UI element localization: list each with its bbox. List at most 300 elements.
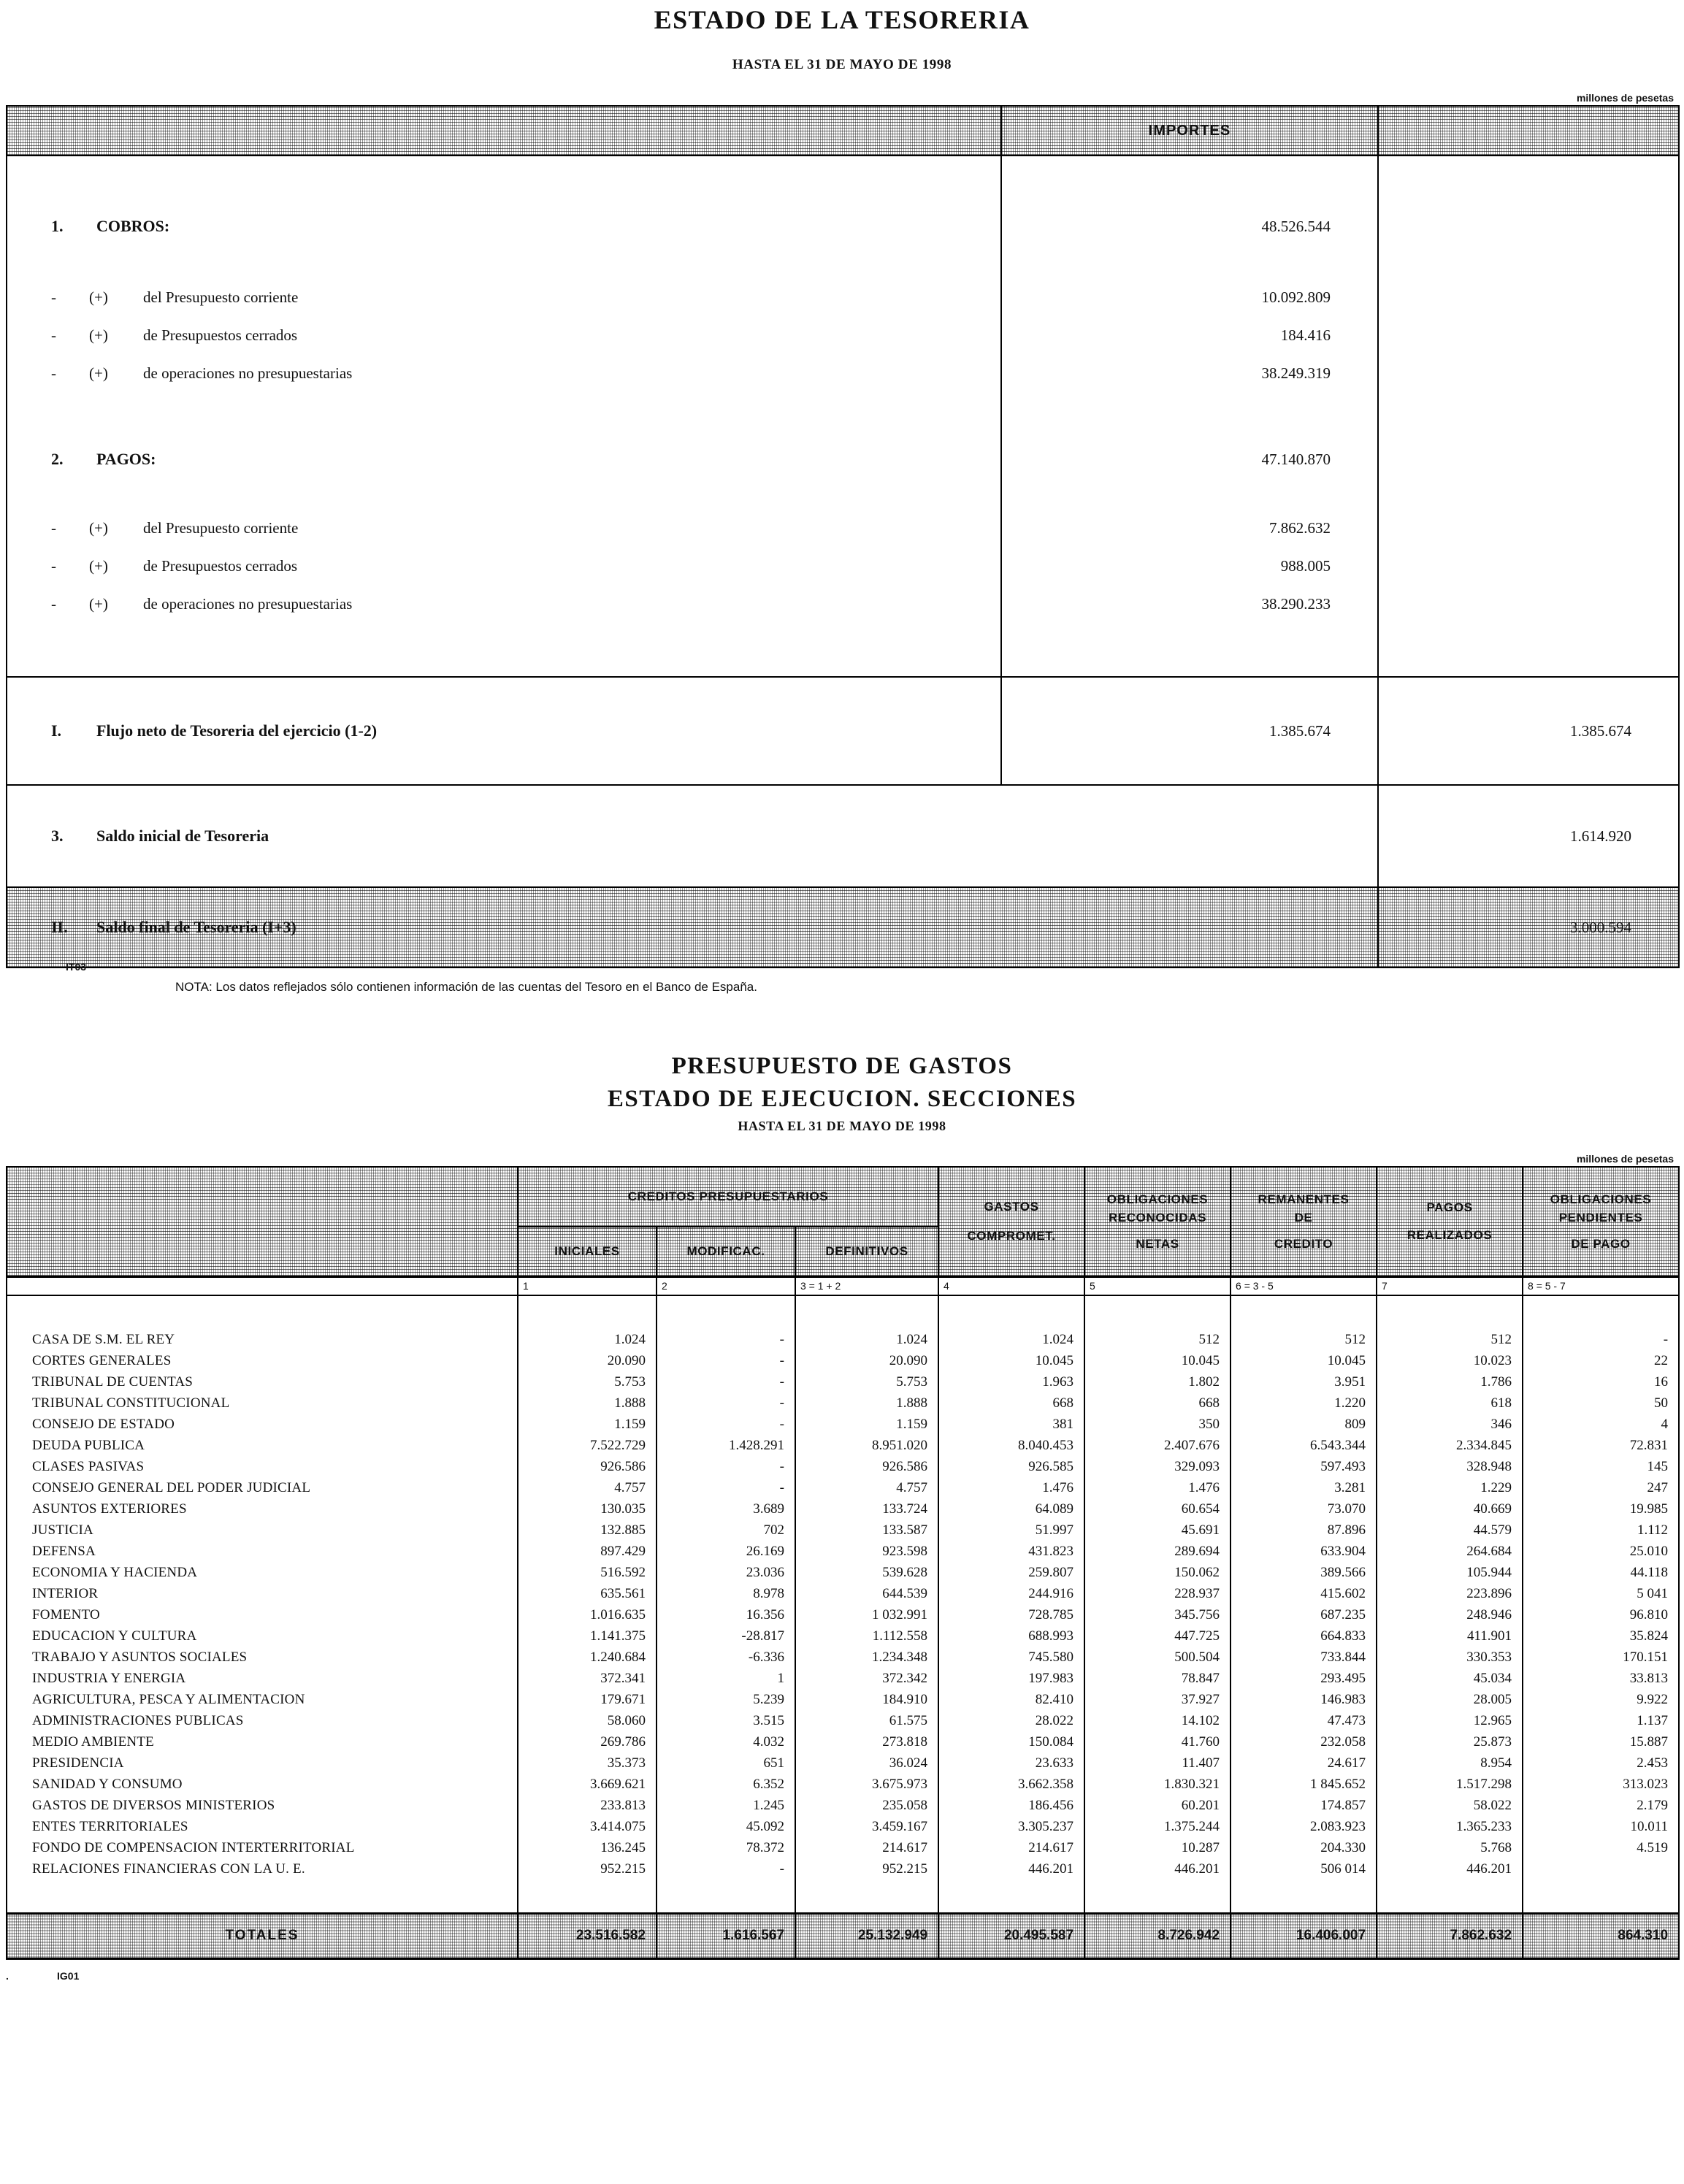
spacer-cell xyxy=(1377,1295,1523,1329)
expenses-colnumber-row xyxy=(7,1276,1679,1295)
colnum-6: 6 = 3 - 5 xyxy=(1231,1276,1377,1295)
expenses-header-sections xyxy=(7,1167,518,1276)
cell-col-8: 1.112 xyxy=(1523,1520,1679,1541)
cell-col-4: 82.410 xyxy=(938,1689,1084,1710)
cell-col-3: 184.910 xyxy=(795,1689,938,1710)
cell-col-3: 20.090 xyxy=(795,1350,938,1371)
cell-col-6: 389.566 xyxy=(1231,1562,1377,1583)
hdr-rem-l2: DE xyxy=(1294,1211,1313,1225)
spacer-cell xyxy=(518,1880,657,1913)
cell-col-5: 60.201 xyxy=(1084,1795,1231,1816)
cell-col-4: 1.476 xyxy=(938,1477,1084,1498)
pagos-item-1-bullet: - xyxy=(51,556,56,575)
cell-col-5: 345.756 xyxy=(1084,1604,1231,1625)
cell-col-3: 952.215 xyxy=(795,1858,938,1880)
cell-col-7: 58.022 xyxy=(1377,1795,1523,1816)
cell-col-7: 8.954 xyxy=(1377,1752,1523,1774)
cell-col-4: 8.040.453 xyxy=(938,1435,1084,1456)
cell-col-7: 330.353 xyxy=(1377,1647,1523,1668)
cell-col-7: 1.786 xyxy=(1377,1371,1523,1392)
expenses-units-label: millones de pesetas xyxy=(1576,1153,1674,1165)
totals-1: 23.516.582 xyxy=(518,1913,657,1958)
pagos-item-0-bullet: - xyxy=(51,518,56,537)
cell-col-2: - xyxy=(657,1371,795,1392)
cell-col-1: 3.414.075 xyxy=(518,1816,657,1837)
cell-col-2: 26.169 xyxy=(657,1541,795,1562)
treasury-saldo-inicial-row xyxy=(7,785,1679,887)
cell-col-5: 350 xyxy=(1084,1414,1231,1435)
cell-col-3: 3.459.167 xyxy=(795,1816,938,1837)
table-row xyxy=(7,1350,1679,1371)
cell-col-5: 10.287 xyxy=(1084,1837,1231,1858)
saldo-final-index: II. xyxy=(51,918,68,936)
section-name: PRESIDENCIA xyxy=(7,1752,518,1774)
table-row xyxy=(7,1689,1679,1710)
cell-col-5: 329.093 xyxy=(1084,1456,1231,1477)
cell-col-7: 2.334.845 xyxy=(1377,1435,1523,1456)
cell-col-1: 635.561 xyxy=(518,1583,657,1604)
cell-col-1: 233.813 xyxy=(518,1795,657,1816)
cell-col-7: 1.517.298 xyxy=(1377,1774,1523,1795)
table-row xyxy=(7,1392,1679,1414)
cell-col-2: 16.356 xyxy=(657,1604,795,1625)
spacer-cell xyxy=(1231,1880,1377,1913)
cell-col-7: 264.684 xyxy=(1377,1541,1523,1562)
pagos-item-2-bullet: - xyxy=(51,594,56,613)
table-row xyxy=(7,1604,1679,1625)
colnum-3: 3 = 1 + 2 xyxy=(795,1276,938,1295)
cell-col-5: 11.407 xyxy=(1084,1752,1231,1774)
expenses-header-remanentes-credito xyxy=(1231,1167,1377,1276)
cell-col-8: 72.831 xyxy=(1523,1435,1679,1456)
hdr-rem-l3: CREDITO xyxy=(1274,1236,1333,1251)
spacer-cell xyxy=(7,1880,518,1913)
table-row xyxy=(7,1710,1679,1731)
expenses-header-modificac: MODIFICAC. xyxy=(657,1227,795,1276)
cell-col-6: 87.896 xyxy=(1231,1520,1377,1541)
cobros-item-2-bullet: - xyxy=(51,364,56,382)
cell-col-5: 10.045 xyxy=(1084,1350,1231,1371)
section-name: ASUNTOS EXTERIORES xyxy=(7,1498,518,1520)
spacer-cell xyxy=(1231,1295,1377,1329)
flujo-value-mid: 1.385.674 xyxy=(1001,677,1378,785)
cell-col-5: 512 xyxy=(1084,1329,1231,1350)
spacer-cell xyxy=(795,1295,938,1329)
cell-col-7: 223.896 xyxy=(1377,1583,1523,1604)
cell-col-1: 132.885 xyxy=(518,1520,657,1541)
cell-col-8: 16 xyxy=(1523,1371,1679,1392)
expenses-footer-code-text: IG01 xyxy=(57,1969,80,1982)
cell-col-4: 1.963 xyxy=(938,1371,1084,1392)
pagos-item-row xyxy=(7,509,1679,547)
cell-col-6: 3.951 xyxy=(1231,1371,1377,1392)
cell-col-8: 247 xyxy=(1523,1477,1679,1498)
cell-col-2: 45.092 xyxy=(657,1816,795,1837)
cell-col-8: 9.922 xyxy=(1523,1689,1679,1710)
cell-col-4: 186.456 xyxy=(938,1795,1084,1816)
section-name: RELACIONES FINANCIERAS CON LA U. E. xyxy=(7,1858,518,1880)
cell-col-5: 289.694 xyxy=(1084,1541,1231,1562)
cell-col-2: - xyxy=(657,1350,795,1371)
cell-col-8: 2.453 xyxy=(1523,1752,1679,1774)
cell-col-7: 328.948 xyxy=(1377,1456,1523,1477)
cell-col-5: 37.927 xyxy=(1084,1689,1231,1710)
cell-col-6: 293.495 xyxy=(1231,1668,1377,1689)
table-row xyxy=(7,1520,1679,1541)
cell-col-2: - xyxy=(657,1392,795,1414)
section-name: CONSEJO GENERAL DEL PODER JUDICIAL xyxy=(7,1477,518,1498)
table-row xyxy=(7,1625,1679,1647)
cell-col-3: 214.617 xyxy=(795,1837,938,1858)
pagos-item-1-label: de Presupuestos cerrados xyxy=(143,556,298,575)
cell-col-4: 728.785 xyxy=(938,1604,1084,1625)
cell-col-8: 2.179 xyxy=(1523,1795,1679,1816)
cell-col-6: 174.857 xyxy=(1231,1795,1377,1816)
cell-col-1: 952.215 xyxy=(518,1858,657,1880)
footer-dot-marker: . xyxy=(6,1969,9,1982)
saldo-inicial-value: 1.614.920 xyxy=(1378,785,1679,887)
cell-col-6: 1.220 xyxy=(1231,1392,1377,1414)
pagos-index: 2. xyxy=(51,450,64,468)
cell-col-1: 130.035 xyxy=(518,1498,657,1520)
cell-col-8: 96.810 xyxy=(1523,1604,1679,1625)
table-row xyxy=(7,1837,1679,1858)
cell-col-5: 1.476 xyxy=(1084,1477,1231,1498)
cell-col-5: 60.654 xyxy=(1084,1498,1231,1520)
cell-col-8: 1.137 xyxy=(1523,1710,1679,1731)
cell-col-2: 1.245 xyxy=(657,1795,795,1816)
section-name: TRIBUNAL CONSTITUCIONAL xyxy=(7,1392,518,1414)
colnum-1: 1 xyxy=(518,1276,657,1295)
cell-col-8: 145 xyxy=(1523,1456,1679,1477)
saldo-final-label: Saldo final de Tesoreria (I+3) xyxy=(96,918,296,936)
treasury-cobros-spacer-top xyxy=(7,156,1679,204)
spacer-cell xyxy=(1377,1880,1523,1913)
cell-col-5: 78.847 xyxy=(1084,1668,1231,1689)
cell-col-1: 136.245 xyxy=(518,1837,657,1858)
expenses-header-group-row xyxy=(7,1167,1679,1227)
table-row xyxy=(7,1795,1679,1816)
table-row xyxy=(7,1647,1679,1668)
cell-col-4: 214.617 xyxy=(938,1837,1084,1858)
cell-col-8: 15.887 xyxy=(1523,1731,1679,1752)
cell-col-7: 1.229 xyxy=(1377,1477,1523,1498)
expenses-subtitle: HASTA EL 31 DE MAYO DE 1998 xyxy=(738,1119,946,1133)
cell-col-1: 58.060 xyxy=(518,1710,657,1731)
pagos-total: 47.140.870 xyxy=(1001,439,1378,480)
table-row xyxy=(7,1816,1679,1837)
cell-col-2: 3.689 xyxy=(657,1498,795,1520)
cell-col-1: 7.522.729 xyxy=(518,1435,657,1456)
expenses-header-gastos-comprometidos xyxy=(938,1167,1084,1276)
cell-col-6: 687.235 xyxy=(1231,1604,1377,1625)
cobros-item-1-bullet: - xyxy=(51,326,56,344)
cell-col-3: 61.575 xyxy=(795,1710,938,1731)
saldo-inicial-index: 3. xyxy=(51,827,64,845)
spacer-cell xyxy=(657,1295,795,1329)
colnum-5: 5 xyxy=(1084,1276,1231,1295)
cell-col-8: 313.023 xyxy=(1523,1774,1679,1795)
cell-col-2: 1 xyxy=(657,1668,795,1689)
section-name: TRIBUNAL DE CUENTAS xyxy=(7,1371,518,1392)
cell-col-3: 644.539 xyxy=(795,1583,938,1604)
pagos-item-0-label: del Presupuesto corriente xyxy=(143,518,299,537)
pagos-item-2-label: de operaciones no presupuestarias xyxy=(143,594,353,613)
cell-col-4: 745.580 xyxy=(938,1647,1084,1668)
cell-col-2: - xyxy=(657,1477,795,1498)
cell-col-7: 40.669 xyxy=(1377,1498,1523,1520)
section-name: MEDIO AMBIENTE xyxy=(7,1731,518,1752)
cell-col-8: 4.519 xyxy=(1523,1837,1679,1858)
cell-col-8: - xyxy=(1523,1329,1679,1350)
cell-col-1: 1.888 xyxy=(518,1392,657,1414)
treasury-rightcol-empty xyxy=(1378,156,1679,509)
cell-col-3: 926.586 xyxy=(795,1456,938,1477)
cell-col-1: 5.753 xyxy=(518,1371,657,1392)
cell-col-2: 1.428.291 xyxy=(657,1435,795,1456)
cell-col-4: 10.045 xyxy=(938,1350,1084,1371)
cobros-item-1-sign: (+) xyxy=(89,326,108,344)
cell-col-1: 1.024 xyxy=(518,1329,657,1350)
hdr-oblpend-l3: DE PAGO xyxy=(1571,1236,1631,1251)
colnum-8: 8 = 5 - 7 xyxy=(1523,1276,1679,1295)
expenses-title-1: PRESUPUESTO DE GASTOS xyxy=(671,1053,1013,1079)
totals-2: 1.616.567 xyxy=(657,1913,795,1958)
cell-col-4: 431.823 xyxy=(938,1541,1084,1562)
cell-col-6: 1 845.652 xyxy=(1231,1774,1377,1795)
cell-col-2: 8.978 xyxy=(657,1583,795,1604)
totals-8: 864.310 xyxy=(1523,1913,1679,1958)
colnum-blank xyxy=(7,1276,518,1295)
cell-col-8: 170.151 xyxy=(1523,1647,1679,1668)
table-row xyxy=(7,1498,1679,1520)
treasury-note-text: NOTA: Los datos reflejados sólo contienen información de las cuentas del Tesoro en el Banco de España. xyxy=(175,980,757,994)
pagos-item-2-value: 38.290.233 xyxy=(1001,585,1378,623)
expenses-header-iniciales: INICIALES xyxy=(518,1227,657,1276)
cell-col-6: 3.281 xyxy=(1231,1477,1377,1498)
cell-col-6: 73.070 xyxy=(1231,1498,1377,1520)
cell-col-4: 23.633 xyxy=(938,1752,1084,1774)
cell-col-1: 1.240.684 xyxy=(518,1647,657,1668)
cell-col-3: 3.675.973 xyxy=(795,1774,938,1795)
cell-col-4: 259.807 xyxy=(938,1562,1084,1583)
cell-col-6: 415.602 xyxy=(1231,1583,1377,1604)
cell-col-5: 1.830.321 xyxy=(1084,1774,1231,1795)
cell-col-1: 926.586 xyxy=(518,1456,657,1477)
cell-col-4: 446.201 xyxy=(938,1858,1084,1880)
saldo-final-value: 3.000.594 xyxy=(1378,887,1679,968)
cell-col-2: 5.239 xyxy=(657,1689,795,1710)
treasury-header-importes: IMPORTES xyxy=(1001,106,1378,156)
cell-col-2: - xyxy=(657,1858,795,1880)
hdr-gastos-l1: GASTOS xyxy=(984,1200,1039,1214)
cell-col-6: 506 014 xyxy=(1231,1858,1377,1880)
section-name: ENTES TERRITORIALES xyxy=(7,1816,518,1837)
treasury-header-row xyxy=(7,106,1679,156)
cell-col-3: 8.951.020 xyxy=(795,1435,938,1456)
expenses-header-obligaciones-reconocidas xyxy=(1084,1167,1231,1276)
cell-col-2: 4.032 xyxy=(657,1731,795,1752)
cell-col-4: 1.024 xyxy=(938,1329,1084,1350)
table-row xyxy=(7,1435,1679,1456)
treasury-units-label: millones de pesetas xyxy=(1576,92,1674,104)
section-name: INDUSTRIA Y ENERGIA xyxy=(7,1668,518,1689)
cell-col-1: 516.592 xyxy=(518,1562,657,1583)
cell-col-3: 1.234.348 xyxy=(795,1647,938,1668)
cell-col-2: - xyxy=(657,1414,795,1435)
table-row xyxy=(7,1562,1679,1583)
hdr-pagos-l2: REALIZADOS xyxy=(1406,1227,1493,1242)
treasury-header-blank-2 xyxy=(1378,106,1679,156)
cell-col-7: 105.944 xyxy=(1377,1562,1523,1583)
treasury-flujo-row xyxy=(7,677,1679,785)
cell-col-3: 273.818 xyxy=(795,1731,938,1752)
table-row xyxy=(7,1731,1679,1752)
cell-col-7: 12.965 xyxy=(1377,1710,1523,1731)
cell-col-5: 1.375.244 xyxy=(1084,1816,1231,1837)
table-row xyxy=(7,1456,1679,1477)
hdr-rem-l1: REMANENTES xyxy=(1258,1192,1350,1206)
pagos-item-0-value: 7.862.632 xyxy=(1001,509,1378,547)
cell-col-4: 28.022 xyxy=(938,1710,1084,1731)
totals-6: 16.406.007 xyxy=(1231,1913,1377,1958)
cell-col-2: - xyxy=(657,1329,795,1350)
cell-col-3: 1.024 xyxy=(795,1329,938,1350)
cell-col-2: - xyxy=(657,1456,795,1477)
cell-col-7: 44.579 xyxy=(1377,1520,1523,1541)
cell-col-7: 25.873 xyxy=(1377,1731,1523,1752)
cell-col-3: 1.112.558 xyxy=(795,1625,938,1647)
section-name: EDUCACION Y CULTURA xyxy=(7,1625,518,1647)
cell-col-5: 41.760 xyxy=(1084,1731,1231,1752)
cell-col-1: 372.341 xyxy=(518,1668,657,1689)
pagos-item-2-sign: (+) xyxy=(89,594,108,613)
cobros-item-0-sign: (+) xyxy=(89,288,108,306)
colnum-7: 7 xyxy=(1377,1276,1523,1295)
cell-col-4: 197.983 xyxy=(938,1668,1084,1689)
section-name: TRABAJO Y ASUNTOS SOCIALES xyxy=(7,1647,518,1668)
section-name: GASTOS DE DIVERSOS MINISTERIOS xyxy=(7,1795,518,1816)
cobros-item-2-label: de operaciones no presupuestarias xyxy=(143,364,353,382)
cobros-index: 1. xyxy=(51,217,64,235)
cell-col-1: 4.757 xyxy=(518,1477,657,1498)
section-name: CORTES GENERALES xyxy=(7,1350,518,1371)
cell-col-8: 22 xyxy=(1523,1350,1679,1371)
flujo-label: Flujo neto de Tesoreria del ejercicio (1-2) xyxy=(96,721,378,740)
cell-col-4: 3.305.237 xyxy=(938,1816,1084,1837)
cell-col-3: 539.628 xyxy=(795,1562,938,1583)
flujo-value-right: 1.385.674 xyxy=(1378,677,1679,785)
cell-col-6: 733.844 xyxy=(1231,1647,1377,1668)
cell-col-3: 1.159 xyxy=(795,1414,938,1435)
table-row xyxy=(7,1774,1679,1795)
cobros-item-2-value: 38.249.319 xyxy=(1001,354,1378,392)
cell-col-8 xyxy=(1523,1858,1679,1880)
table-row xyxy=(7,1329,1679,1350)
cell-col-2: -28.817 xyxy=(657,1625,795,1647)
cell-col-4: 926.585 xyxy=(938,1456,1084,1477)
section-name: FONDO DE COMPENSACION INTERTERRITORIAL xyxy=(7,1837,518,1858)
expenses-bottom-spacer-row xyxy=(7,1880,1679,1913)
cell-col-3: 5.753 xyxy=(795,1371,938,1392)
spacer-cell xyxy=(7,1295,518,1329)
cell-col-7: 446.201 xyxy=(1377,1858,1523,1880)
section-name: DEUDA PUBLICA xyxy=(7,1435,518,1456)
cell-col-1: 20.090 xyxy=(518,1350,657,1371)
treasury-table xyxy=(6,105,1680,968)
totals-label: TOTALES xyxy=(7,1913,518,1958)
cell-col-7: 28.005 xyxy=(1377,1689,1523,1710)
treasury-rightcol-empty-2 xyxy=(1378,509,1679,677)
cell-col-6: 809 xyxy=(1231,1414,1377,1435)
cell-col-8: 25.010 xyxy=(1523,1541,1679,1562)
expenses-header-pagos-realizados xyxy=(1377,1167,1523,1276)
table-row xyxy=(7,1371,1679,1392)
cell-col-4: 688.993 xyxy=(938,1625,1084,1647)
cell-col-5: 447.725 xyxy=(1084,1625,1231,1647)
cell-col-1: 897.429 xyxy=(518,1541,657,1562)
cell-col-2: 3.515 xyxy=(657,1710,795,1731)
treasury-note-block xyxy=(0,961,1684,995)
section-name: INTERIOR xyxy=(7,1583,518,1604)
cobros-item-2-sign: (+) xyxy=(89,364,108,382)
expenses-top-spacer-row xyxy=(7,1295,1679,1329)
cell-col-6: 146.983 xyxy=(1231,1689,1377,1710)
spacer-cell xyxy=(518,1295,657,1329)
expenses-table-body xyxy=(7,1295,1679,1913)
table-row xyxy=(7,1414,1679,1435)
totals-3: 25.132.949 xyxy=(795,1913,938,1958)
cell-col-5: 228.937 xyxy=(1084,1583,1231,1604)
cell-col-5: 45.691 xyxy=(1084,1520,1231,1541)
cell-col-5: 1.802 xyxy=(1084,1371,1231,1392)
treasury-subtitle: HASTA EL 31 DE MAYO DE 1998 xyxy=(732,57,952,72)
section-name: AGRICULTURA, PESCA Y ALIMENTACION xyxy=(7,1689,518,1710)
table-row xyxy=(7,1858,1679,1880)
table-row xyxy=(7,1752,1679,1774)
expenses-footer-code xyxy=(0,1970,1684,1982)
table-row xyxy=(7,1477,1679,1498)
cell-col-5: 14.102 xyxy=(1084,1710,1231,1731)
cell-col-4: 668 xyxy=(938,1392,1084,1414)
cell-col-1: 269.786 xyxy=(518,1731,657,1752)
expenses-totals-row xyxy=(7,1913,1679,1958)
cell-col-2: 23.036 xyxy=(657,1562,795,1583)
cell-col-5: 446.201 xyxy=(1084,1858,1231,1880)
expenses-title-2: ESTADO DE EJECUCION. SECCIONES xyxy=(607,1086,1077,1112)
cobros-label: COBROS: xyxy=(96,217,170,235)
cell-col-3: 372.342 xyxy=(795,1668,938,1689)
hdr-oblrec-l3: NETAS xyxy=(1136,1236,1179,1251)
cell-col-8: 19.985 xyxy=(1523,1498,1679,1520)
cell-col-6: 10.045 xyxy=(1231,1350,1377,1371)
spacer-cell xyxy=(657,1880,795,1913)
hdr-oblrec-l1: OBLIGACIONES xyxy=(1106,1192,1209,1206)
hdr-oblpend-l1: OBLIGACIONES xyxy=(1550,1192,1652,1206)
colnum-4: 4 xyxy=(938,1276,1084,1295)
hdr-gastos-l2: COMPROMET. xyxy=(967,1228,1056,1243)
cell-col-1: 1.016.635 xyxy=(518,1604,657,1625)
cell-col-8: 5 041 xyxy=(1523,1583,1679,1604)
cell-col-8: 4 xyxy=(1523,1414,1679,1435)
hdr-oblrec-l2: RECONOCIDAS xyxy=(1108,1211,1207,1225)
spacer-cell xyxy=(1523,1295,1679,1329)
cell-col-1: 1.159 xyxy=(518,1414,657,1435)
cell-col-2: 78.372 xyxy=(657,1837,795,1858)
cell-col-1: 3.669.621 xyxy=(518,1774,657,1795)
pagos-label: PAGOS: xyxy=(96,450,156,468)
cell-col-7: 346 xyxy=(1377,1414,1523,1435)
